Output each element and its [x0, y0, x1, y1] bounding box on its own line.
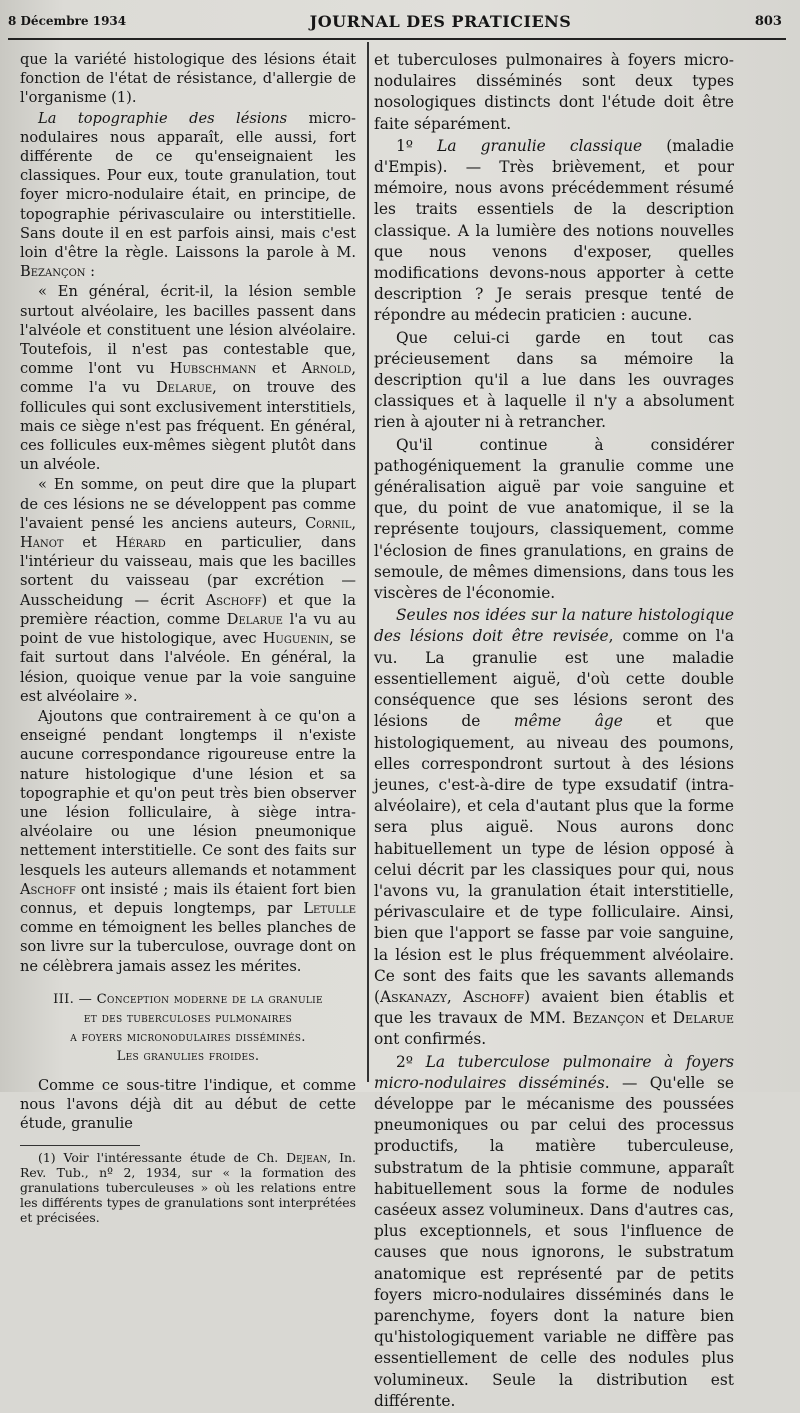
- author-name: Hérard: [115, 534, 166, 552]
- author-name: Hanot: [20, 534, 64, 552]
- footnote-rule: [20, 1145, 140, 1146]
- paragraph: Ajoutons que contrairement à ce qu'on a enseigné pendant longtemps il n'existe aucune correspondance rigoureuse entre la nature histologique d'une lésion et sa topographie et qu'on peut très bien observer une lésion folliculaire, à siège intra-alvéolaire ou une lésion pneumonique nettement interstitielle. Ce sont des faits sur lesquels les auteurs allemands et notamment Aschoff ont insisté ; mais ils étaient fort bien connus, et depuis longtemps, par Letulle comme en témoignent les belles planches de son livre sur la tuberculose, ouvrage dont on ne célèbrera jamais assez les mérites.: [20, 707, 356, 975]
- subsection-title: La granulie classique: [437, 136, 643, 155]
- header-rule: [8, 38, 786, 40]
- author-name: Aschoff: [20, 880, 76, 898]
- author-name: Cornil: [305, 514, 352, 532]
- quote-paragraph: « En général, écrit-il, la lésion semble surtout alvéolaire, les bacilles passent dans l'alvéole et constituent une lésion alvéolaire. Toutefois, il n'est pas contestable que, comme l'ont vu Hubschmann et Arnold, comme l'a vu Delarue, on trouve des follicules qui sont exclusivement interstitiels, mais ce siège n'est pas fréquent. En général, ces follicules eux-mêmes siègent plutôt dans un alvéole.: [20, 283, 357, 474]
- paragraph: Que celui-ci garde en tout cas précieusement dans sa mémoire la description qu'il a lue dans les ouvrages classiques et à laquelle il n'y a absolument rien à ajouter ni à retrancher.: [374, 328, 734, 432]
- paragraph: Qu'il continue à considérer pathogéniquement la granulie comme une généralisation aiguë par voie sanguine et que, du point de vue anatomique, il se la représente toujours, classiquement, comme l'éclosion de fines granulations, en grains de semoule, de mêmes dimensions, dans tous les viscères de l'économie.: [374, 435, 734, 603]
- page-number: 803: [754, 13, 782, 29]
- author-name: Dejean: [286, 1150, 328, 1166]
- author-name: Bezançon: [20, 263, 86, 281]
- right-column: [374, 50, 734, 1413]
- author-name: Delarue: [155, 379, 213, 397]
- paragraph: Comme ce sous-titre l'indique, et comme nous l'avons déjà dit au début de cette étude, granulie: [20, 1076, 356, 1133]
- paragraph: 2º La tuberculose pulmonaire à foyers micro-nodulaires disséminés. — Qu'elle se développe par le mécanisme des poussées pneumoniques ou par celui des processus productifs, la matière tuberculeuse, substratum de la phtisie commune, apparaît habituellement sous la forme de nodules caséeux assez volumineux. Dans d'autres cas, plus exceptionnels, et sous l'influence de causes que nous ignorons, le substratum anatomique est représenté par de petits foyers micro-nodulaires disséminés dans le parenchyme, foyers dont la nature bien qu'histologiquement variable ne diffère pas essentiellement de celle des nodules plus volumineux. Seule la distribution est différente.: [374, 1052, 734, 1410]
- paragraph: 1º La granulie classique (maladie d'Empis). — Très brièvement, et pour mémoire, nous avons précédemment résumé les traits essentiels de la description classique. A la lumière des notions nouvelles que nous venons d'exposer, quelles modifications devons-nous apporter à cette description ? Je serais presque tenté de répondre au médecin praticien : aucune.: [374, 136, 735, 325]
- author-name: Letulle: [303, 899, 356, 917]
- author-name: Hubschmann: [169, 360, 257, 378]
- journal-title: JOURNAL DES PRATICIENS: [309, 11, 572, 31]
- column-divider: [367, 42, 369, 1082]
- author-name: Huguenin: [262, 630, 330, 648]
- author-name: Arnold: [301, 360, 352, 378]
- paragraph: et tuberculoses pulmonaires à foyers micro-nodulaires disséminés sont deux types nosologiques distincts dont l'étude doit être faite séparément.: [374, 51, 734, 133]
- subsection-title: La tuberculose pulmonaire à foyers micro-nodulaires disséminés: [374, 1052, 734, 1092]
- author-name: Askanazy: [380, 987, 447, 1006]
- paragraph: Seules nos idées sur la nature histologique des lésions doit être revisée, comme on l'a vu. La granulie est une maladie essentiellement aiguë, d'où cette double conséquence que ses lésions seront des lésions de même âge et que histologiquement, au niveau des poumons, elles correspondront surtout à des lésions jeunes, c'est-à-dire de type exsudatif (intra-alvéolaire), et cela d'autant plus que la forme sera plus aiguë. Nous aurons donc habituellement un type de lésion opposé à celui décrit par les classiques pour qui, nous l'avons vu, la granulation était interstitielle, périvasculaire et de type folliculaire. Ainsi, bien que l'apport se fasse par voie sanguine, la lésion est le plus fréquemment alvéolaire. Ce sont des faits que les savants allemands (Askanazy, Aschoff) avaient bien établis et que les travaux de MM. Bezançon et Delarue ont confirmés.: [374, 606, 734, 1049]
- author-name: Delarue: [226, 610, 283, 628]
- author-name: Delarue: [672, 1009, 734, 1028]
- author-name: Bezançon: [572, 1009, 645, 1028]
- quote-paragraph: « En somme, on peut dire que la plupart de ces lésions ne se développent pas comme l'avaient pensé les anciens auteurs, Cornil, Hanot et Hérard en particulier, dans l'intérieur du vaisseau, mais que les bacilles sortent du vaisseau (par excrétion — Ausscheidung — écrit Aschoff) et que la première réaction, comme Delarue l'a vu au point de vue histologique, avec Huguenin, se fait surtout dans l'alvéole. En général, la lésion, quoique venue par la voie sanguine est alvéolaire ».: [20, 476, 357, 705]
- left-column: [20, 50, 356, 1226]
- paragraph: La topographie des lésions micro-nodulaires nous apparaît, elle aussi, fort différente de ce qu'enseignaient les classiques. Pour eux, toute granulation, tout foyer micro-nodulaire était, en principe, de topographie périvasculaire ou interstitielle. Sans doute il en est parfois ainsi, mais c'est loin d'être la règle. Laissons la parole à M. Bezançon :: [20, 109, 356, 281]
- header-date: 8 Décembre 1934: [8, 14, 127, 28]
- footnote: (1) Voir l'intéressante étude de Ch. Dejean, In. Rev. Tub., nº 2, 1934, sur « la formation des granulations tuberculeuses » où les relations entre les différents types de granulations sont interprétées et précisées.: [20, 1150, 356, 1226]
- page-header: [8, 4, 782, 38]
- author-name: Aschoff: [463, 987, 525, 1006]
- paragraph: que la variété histologique des lésions était fonction de l'état de résistance, d'allergie de l'organisme (1).: [20, 51, 356, 107]
- author-name: Aschoff: [205, 591, 262, 609]
- section-heading: III. — Conception moderne de la granulie et des tuberculoses pulmonaires a foyers micronodulaires disséminés. Les granulies froides.: [53, 991, 323, 1064]
